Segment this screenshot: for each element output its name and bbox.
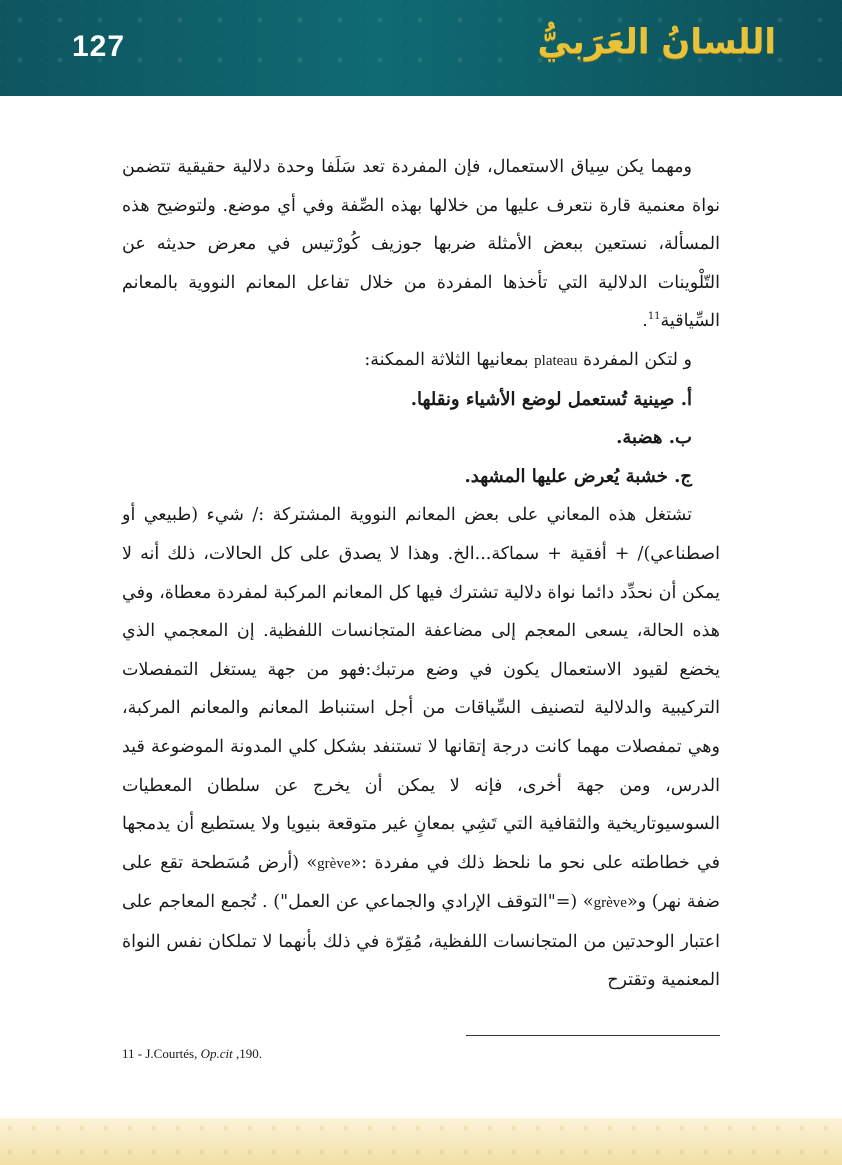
paragraph-intro-end: . <box>642 311 648 332</box>
footnote-prefix: 11 - J.Courtés, <box>122 1046 201 1061</box>
paragraph-intro-text: ومهما يكن سِياق الاستعمال، فإن المفردة تعد سَلَفا وحدة دلالية حقيقية تتضمن نواة معنمية قارة نتعرف عليها من خلالها بهذه الصِّفة وفي أي موضع. ولتوضيح هذه المسألة، نستعين ببعض الأمثلة ضربها جوزيف كُورْتيس في معرض حديثه عن التّلْوينات الدلالية التي تأخذها المفردة من خلال تفاعل المعانم النووية بالمعانم السِّياقية <box>122 157 720 332</box>
journal-logo: اللسانُ العَرَبيُّ <box>537 22 776 62</box>
page-header <box>0 0 842 96</box>
footnote-work: Op.cit <box>200 1046 233 1061</box>
lead-text-a: و لتكن المفردة <box>577 349 692 370</box>
lead-text-b: بمعانيها الثلاثة الممكنة: <box>364 349 535 370</box>
paragraph-intro <box>122 148 720 341</box>
page-number: 127 <box>72 30 126 63</box>
latin-word-greve-2: grève <box>593 895 627 912</box>
paragraph-analysis <box>122 496 720 1000</box>
footnote-suffix: ,190. <box>232 1046 262 1061</box>
latin-word-greve-1: grève <box>317 855 351 872</box>
latin-word-plateau: plateau <box>534 352 578 369</box>
analysis-text-a: تشتغل هذه المعاني على بعض المعانم النووية المشتركة :/ شيء (طبيعي أو اصطناعي)/ + أفقية + سماكة...الخ. وهذا لا يصدق على كل الحالات، ذلك أنه لا يمكن أن نحدِّد دائما نواة دلالية تشترك فيها كل المعانم المركبة لمفردة معطاة، وفي هذه الحالة، يسعى المعجم إلى مضاعفة المتجانسات اللفظية. إن المعجمي الذي يخضع لقيود الاستعمال يكون في وضع مرتبك:فهو من جهة يستغل التمفصلات التركيبية والدلالية لتصنيف السِّياقات من أجل استنباط المعانم والمعانم المركبة، وهي تمفصلات مهما كانت درجة إتقانها لا تستنفد بشكل كلي المدونة الموضوعة قيد الدرس، ومن جهة أخرى، فإنه لا يمكن أن يخرج عن سلطان المعطيات السوسيوتاريخية والثقافية التي تَشِي بمعانٍ غير متوقعة بنيويا ولا يستطيع أن يدمجها في خطاطته على نحو ما نلحظ ذلك في مفردة :« <box>122 505 720 873</box>
footnote-ref[interactable]: 11 <box>647 311 661 323</box>
analysis-text-b: » (أرض مُسَطحة تقع على ضفة نهر) و« <box>122 852 720 913</box>
footnote <box>122 1046 262 1062</box>
page-footer-band <box>0 1118 842 1165</box>
list-item-a: أ. صِينية تُستعمل لوضع الأشياء ونقلها. <box>410 388 692 410</box>
analysis-text-c: » (="التوقف الإرادي والجماعي عن العمل") . تُجمع المعاجم على اعتبار الوحدتين من المتجانسات اللفظية، مُقِرّة في ذلك بأنهما لا تملكان نفس النواة المعنمية وتقترح <box>122 892 720 991</box>
paragraph-example-lead <box>122 341 720 381</box>
article-body <box>122 148 720 1000</box>
footnote-divider <box>466 1035 720 1036</box>
footer-ornament <box>0 1118 842 1165</box>
list-item-c: ج. خشبة يُعرض عليها المشهد. <box>464 465 692 487</box>
list-item-b: ب. هضبة. <box>616 427 692 449</box>
